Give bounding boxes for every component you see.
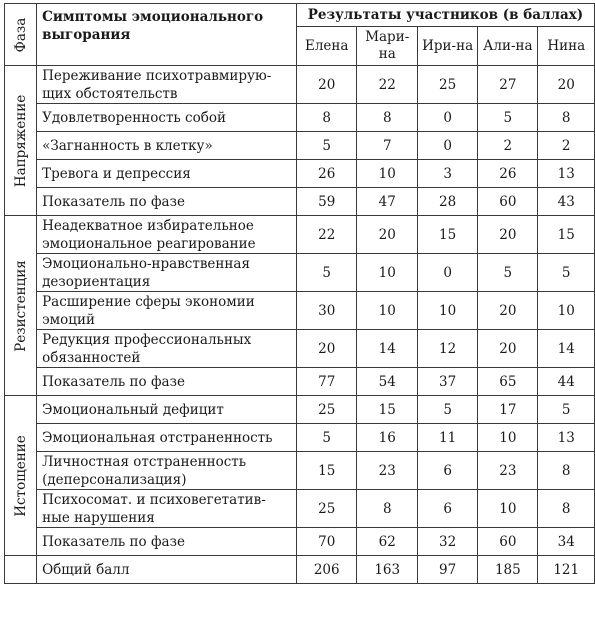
symptom-cell: «Загнанность в клетку» xyxy=(37,132,297,160)
value-cell: 25 xyxy=(296,490,357,528)
symptom-cell: Редукция профессиональных обязанностей xyxy=(37,330,297,368)
value-cell: 0 xyxy=(418,254,478,292)
value-cell: 62 xyxy=(357,528,418,556)
value-cell: 22 xyxy=(357,66,418,104)
value-cell: 206 xyxy=(296,556,357,584)
phase-cell xyxy=(5,396,37,556)
value-cell: 10 xyxy=(418,292,478,330)
value-cell: 10 xyxy=(357,254,418,292)
value-cell: 10 xyxy=(538,292,595,330)
empty-phase-cell xyxy=(5,556,37,584)
table-row xyxy=(5,104,595,132)
value-cell: 15 xyxy=(357,396,418,424)
value-cell: 185 xyxy=(478,556,538,584)
symptoms-column-header: Симптомы эмоционального выгорания xyxy=(37,4,297,66)
table-row xyxy=(5,160,595,188)
value-cell: 8 xyxy=(357,104,418,132)
phase-label: Напряжение xyxy=(12,94,29,187)
grand-total-label: Общий балл xyxy=(37,556,297,584)
value-cell: 60 xyxy=(478,188,538,216)
phase-header-label: Фаза xyxy=(12,17,29,52)
value-cell: 37 xyxy=(418,368,478,396)
value-cell: 8 xyxy=(538,452,595,490)
phase-cell xyxy=(5,66,37,216)
value-cell: 7 xyxy=(357,132,418,160)
participant-header: Елена xyxy=(296,27,357,66)
value-cell: 44 xyxy=(538,368,595,396)
value-cell: 10 xyxy=(357,292,418,330)
symptom-cell: Эмоционально-нравственная дезориентация xyxy=(37,254,297,292)
value-cell: 15 xyxy=(296,452,357,490)
value-cell: 163 xyxy=(357,556,418,584)
participant-header: Нина xyxy=(538,27,595,66)
value-cell: 8 xyxy=(538,490,595,528)
burnout-results-table xyxy=(4,3,595,584)
table-row xyxy=(5,66,595,104)
value-cell: 10 xyxy=(478,490,538,528)
participant-header: Ири-на xyxy=(418,27,478,66)
value-cell: 5 xyxy=(478,104,538,132)
value-cell: 16 xyxy=(357,424,418,452)
table-row xyxy=(5,396,595,424)
value-cell: 65 xyxy=(478,368,538,396)
phase-total-row xyxy=(5,528,595,556)
phase-total-row xyxy=(5,368,595,396)
value-cell: 5 xyxy=(296,424,357,452)
table-row xyxy=(5,452,595,490)
value-cell: 20 xyxy=(357,216,418,254)
value-cell: 2 xyxy=(478,132,538,160)
value-cell: 26 xyxy=(296,160,357,188)
value-cell: 26 xyxy=(478,160,538,188)
table-row xyxy=(5,330,595,368)
value-cell: 5 xyxy=(296,132,357,160)
table-row xyxy=(5,292,595,330)
value-cell: 15 xyxy=(538,216,595,254)
table-row xyxy=(5,132,595,160)
value-cell: 15 xyxy=(418,216,478,254)
value-cell: 59 xyxy=(296,188,357,216)
participant-header: Мари-на xyxy=(357,27,418,66)
value-cell: 77 xyxy=(296,368,357,396)
value-cell: 54 xyxy=(357,368,418,396)
value-cell: 60 xyxy=(478,528,538,556)
value-cell: 20 xyxy=(478,292,538,330)
value-cell: 5 xyxy=(296,254,357,292)
value-cell: 97 xyxy=(418,556,478,584)
value-cell: 6 xyxy=(418,490,478,528)
grand-total-row xyxy=(5,556,595,584)
value-cell: 23 xyxy=(357,452,418,490)
value-cell: 2 xyxy=(538,132,595,160)
symptom-cell: Расширение сферы экономии эмоций xyxy=(37,292,297,330)
value-cell: 32 xyxy=(418,528,478,556)
value-cell: 14 xyxy=(357,330,418,368)
value-cell: 23 xyxy=(478,452,538,490)
value-cell: 8 xyxy=(296,104,357,132)
value-cell: 13 xyxy=(538,160,595,188)
value-cell: 70 xyxy=(296,528,357,556)
phase-cell xyxy=(5,216,37,396)
value-cell: 28 xyxy=(418,188,478,216)
value-cell: 20 xyxy=(538,66,595,104)
value-cell: 0 xyxy=(418,104,478,132)
table-row xyxy=(5,424,595,452)
value-cell: 5 xyxy=(478,254,538,292)
phase-label: Резистенция xyxy=(12,259,29,352)
value-cell: 17 xyxy=(478,396,538,424)
value-cell: 13 xyxy=(538,424,595,452)
table-row xyxy=(5,254,595,292)
value-cell: 0 xyxy=(418,132,478,160)
table-row xyxy=(5,490,595,528)
phase-total-label: Показатель по фазе xyxy=(37,368,297,396)
value-cell: 5 xyxy=(538,254,595,292)
phase-label: Истощение xyxy=(12,434,29,517)
value-cell: 5 xyxy=(538,396,595,424)
phase-column-header xyxy=(5,4,37,66)
phase-total-label: Показатель по фазе xyxy=(37,528,297,556)
phase-total-label: Показатель по фазе xyxy=(37,188,297,216)
symptom-cell: Психосомат. и психовегетатив-ные нарушения xyxy=(37,490,297,528)
value-cell: 5 xyxy=(418,396,478,424)
value-cell: 121 xyxy=(538,556,595,584)
symptom-cell: Неадекватное избирательное эмоциональное реагирование xyxy=(37,216,297,254)
symptom-cell: Эмоциональный дефицит xyxy=(37,396,297,424)
phase-total-row xyxy=(5,188,595,216)
value-cell: 12 xyxy=(418,330,478,368)
value-cell: 43 xyxy=(538,188,595,216)
value-cell: 20 xyxy=(296,66,357,104)
symptom-cell: Удовлетворенность собой xyxy=(37,104,297,132)
value-cell: 22 xyxy=(296,216,357,254)
value-cell: 20 xyxy=(478,216,538,254)
results-table-container xyxy=(4,3,595,584)
participant-header: Али-на xyxy=(478,27,538,66)
value-cell: 6 xyxy=(418,452,478,490)
results-column-header: Результаты участников (в баллах) xyxy=(296,4,594,27)
symptom-cell: Личностная отстраненность (деперсонализация) xyxy=(37,452,297,490)
symptom-cell: Переживание психотравмирую-щих обстоятельств xyxy=(37,66,297,104)
table-row xyxy=(5,216,595,254)
value-cell: 14 xyxy=(538,330,595,368)
value-cell: 20 xyxy=(478,330,538,368)
value-cell: 8 xyxy=(538,104,595,132)
value-cell: 27 xyxy=(478,66,538,104)
value-cell: 30 xyxy=(296,292,357,330)
value-cell: 11 xyxy=(418,424,478,452)
value-cell: 34 xyxy=(538,528,595,556)
value-cell: 10 xyxy=(357,160,418,188)
symptom-cell: Эмоциональная отстраненность xyxy=(37,424,297,452)
value-cell: 47 xyxy=(357,188,418,216)
value-cell: 3 xyxy=(418,160,478,188)
value-cell: 10 xyxy=(478,424,538,452)
value-cell: 25 xyxy=(418,66,478,104)
value-cell: 20 xyxy=(296,330,357,368)
symptom-cell: Тревога и депрессия xyxy=(37,160,297,188)
value-cell: 25 xyxy=(296,396,357,424)
value-cell: 8 xyxy=(357,490,418,528)
